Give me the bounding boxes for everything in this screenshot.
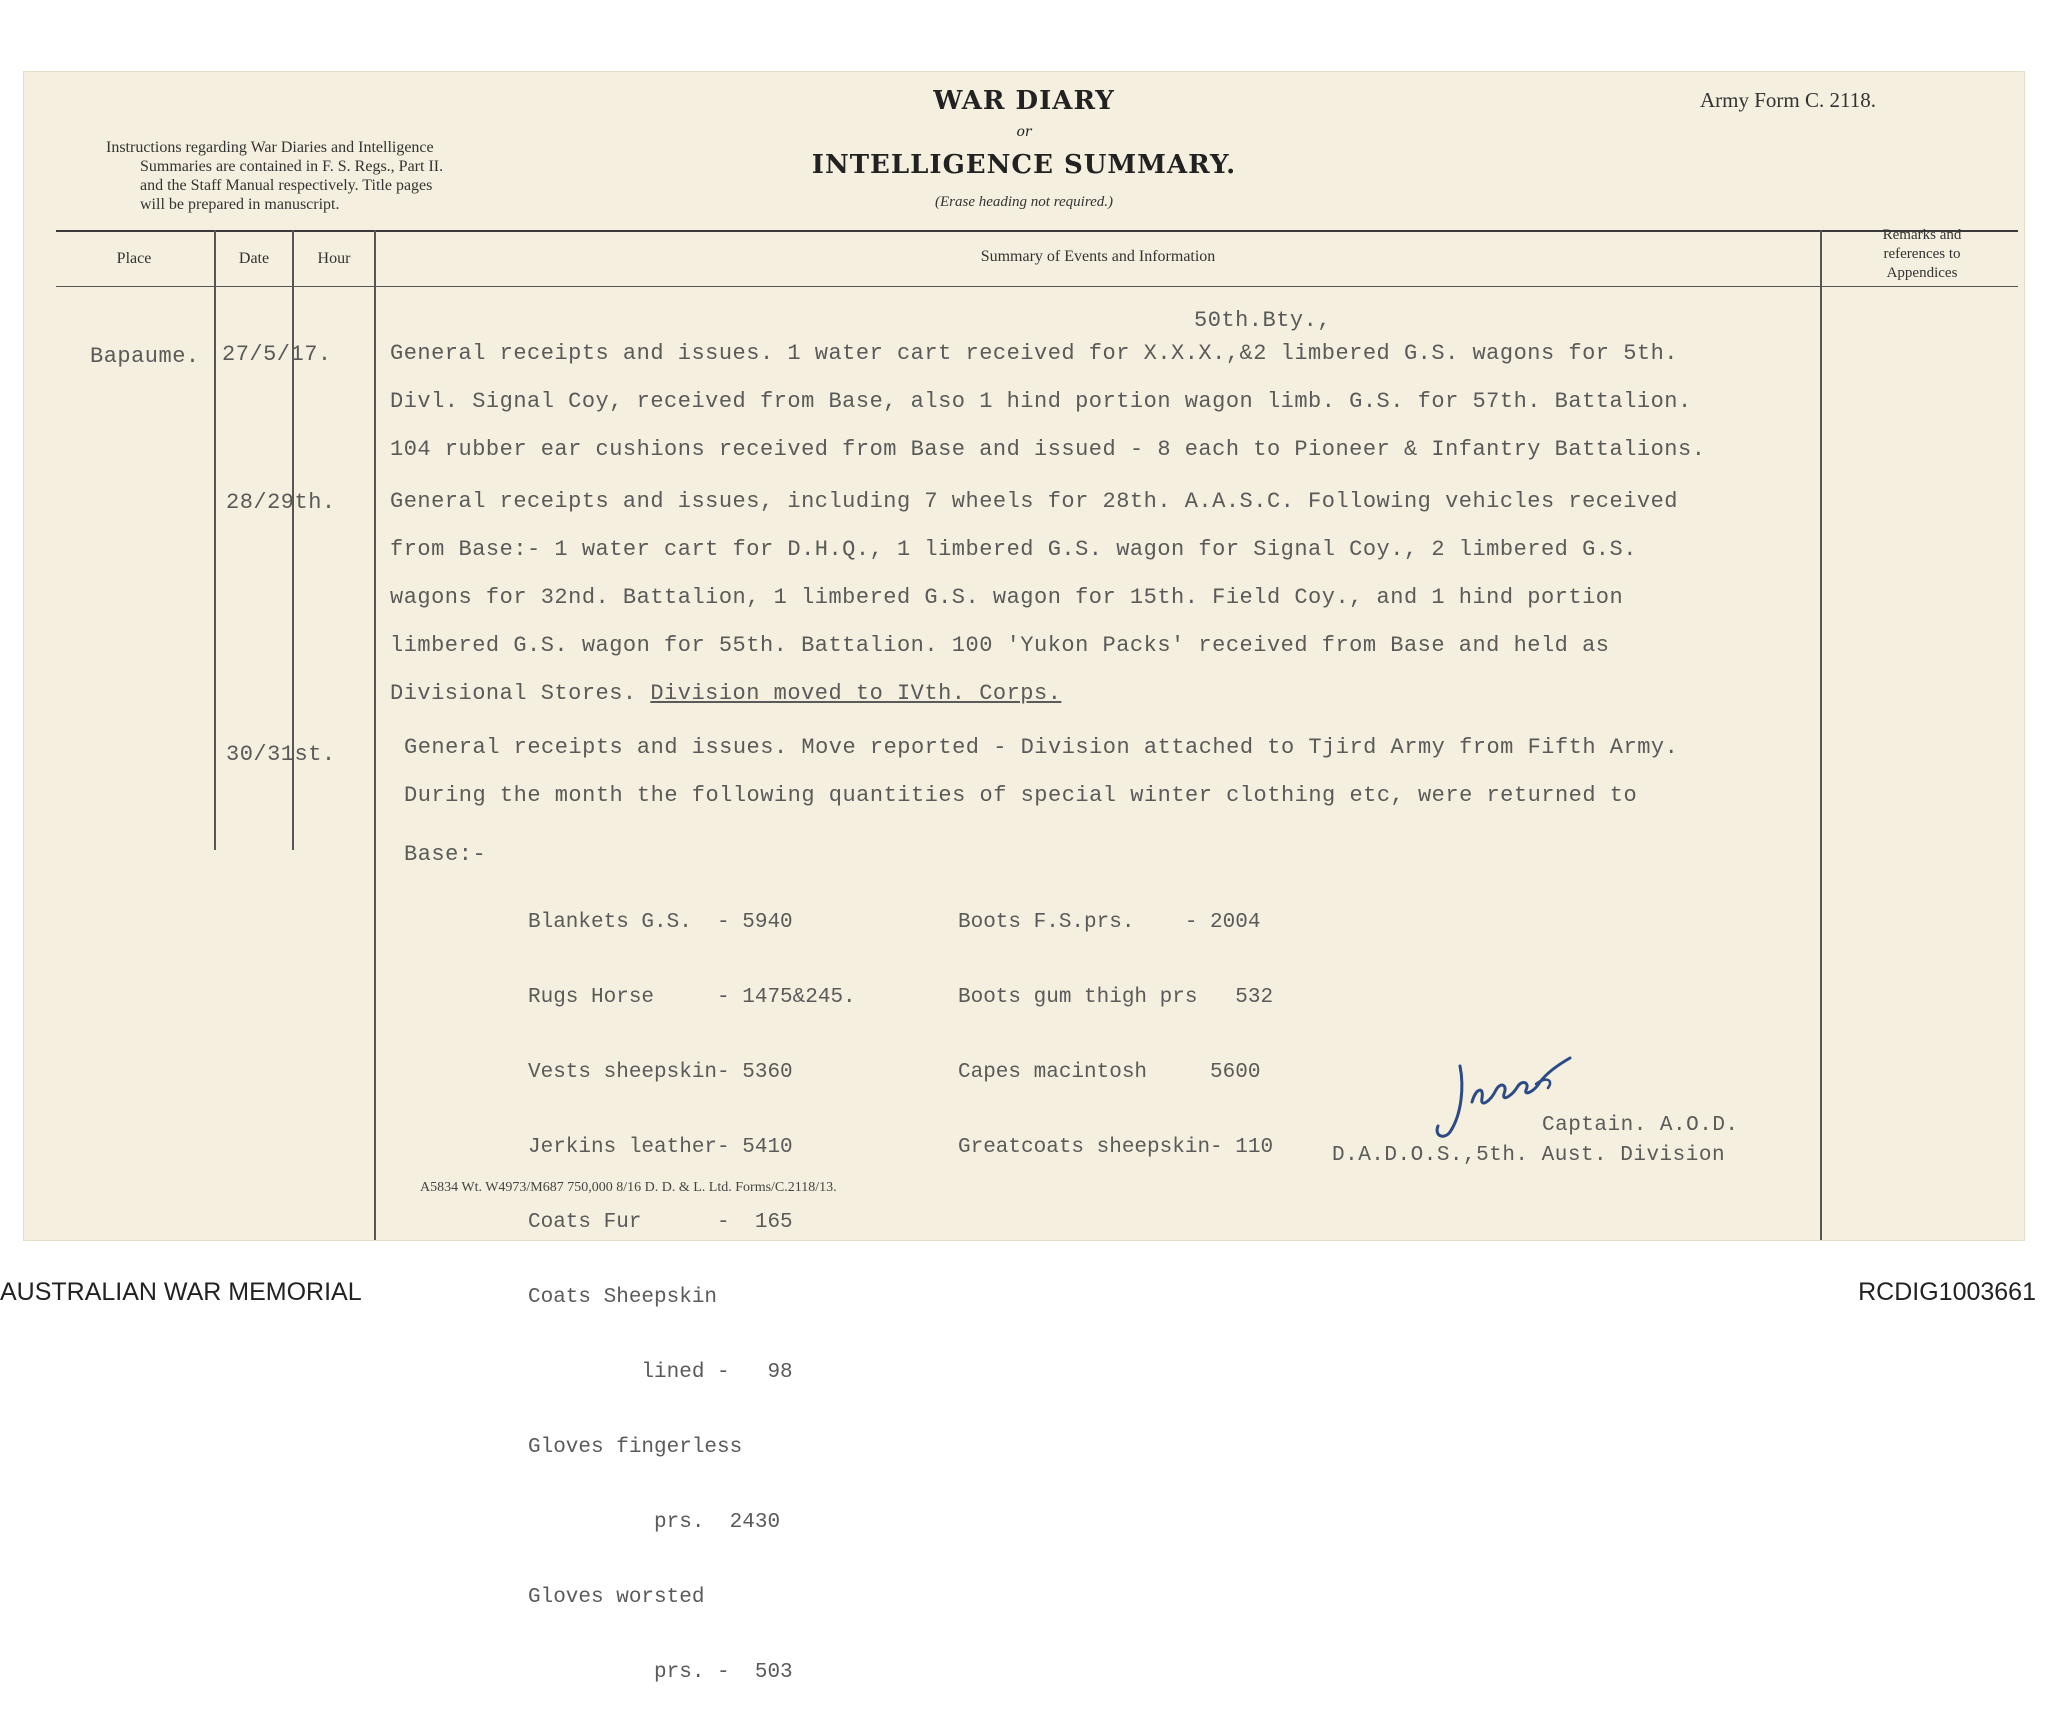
printer-imprint: A5834 Wt. W4973/M687 750,000 8/16 D. D. & L. Ltd. Forms/C.2118/13.: [420, 1180, 837, 1195]
returned-items-left: [528, 860, 856, 1735]
header-rule: [56, 286, 2018, 287]
col-summary: Summary of Events and Information: [980, 248, 1216, 265]
returned-items-right: [958, 860, 1273, 1210]
list-item: Capes macintosh 5600: [958, 1061, 1261, 1084]
col-hour: Hour: [317, 250, 351, 267]
signature-rank: Captain. A.O.D.: [1542, 1114, 1739, 1137]
date-28-29: 28/29th.: [226, 490, 336, 515]
list-item: Gloves worsted: [528, 1586, 705, 1609]
table-top-rule: [56, 230, 2018, 232]
entry-30-31: General receipts and issues. Move reported - Division attached to Tjird Army from Fifth Army. During the month the following quantities of special winter clothing etc, were returned to: [404, 735, 1679, 808]
list-item: Gloves fingerless: [528, 1436, 743, 1459]
col-remarks: Remarks and references to Appendices: [1882, 227, 1962, 281]
list-item: prs. - 503: [528, 1661, 793, 1684]
instructions-text: Instructions regarding War Diaries and Intelligence Summaries are contained in F. S. Regs., Part II. and the Staff Manual respectively. Title pages will be prepared in manuscript.: [106, 139, 444, 213]
archive-name: AUSTRALIAN WAR MEMORIAL: [0, 1278, 362, 1306]
divider-summary-remarks: [1820, 230, 1822, 1240]
erase-note: (Erase heading not required.): [934, 194, 1114, 210]
form-number: Army Form C. 2118.: [1700, 88, 1876, 112]
list-item: lined - 98: [528, 1361, 793, 1384]
entry-27-5: General receipts and issues. 1 water cart received for X.X.X.,&2 limbered G.S. wagons for 5th. Divl. Signal Coy, received from Base, also 1 hind portion wagon limb. G.S. for 57th. Battalion. 104 rubber ear cushions received from Base and issued - 8 each to Pioneer & Infantry Battalions.: [390, 341, 1706, 462]
signature-title: D.A.D.O.S.,5th. Aust. Division: [1332, 1144, 1726, 1167]
archive-id: RCDIG1003661: [1858, 1278, 2036, 1306]
list-item: Rugs Horse - 1475&245.: [528, 986, 856, 1009]
list-item: prs. 2430: [528, 1511, 781, 1534]
date-27-5-17: 27/5/17.: [222, 342, 332, 367]
list-item: Coats Sheepskin: [528, 1286, 718, 1309]
division-moved-underlined: Division moved to IVth. Corps.: [650, 681, 1062, 706]
base-label: Base:-: [404, 842, 487, 867]
title-or: or: [1016, 124, 1032, 140]
col-place: Place: [116, 250, 152, 267]
list-item: Coats Fur - 165: [528, 1211, 793, 1234]
col-date: Date: [238, 250, 270, 267]
title-war-diary: WAR DIARY: [933, 86, 1115, 116]
place-bapaume: Bapaume.: [90, 344, 200, 369]
title-intelligence-summary: INTELLIGENCE SUMMARY.: [811, 150, 1237, 180]
divider-hour-summary: [374, 230, 376, 1240]
date-30-31: 30/31st.: [226, 742, 336, 767]
list-item: Jerkins leather- 5410: [528, 1136, 793, 1159]
list-item: Boots F.S.prs. - 2004: [958, 911, 1261, 934]
list-item: Boots gum thigh prs 532: [958, 986, 1274, 1009]
list-item: Blankets G.S. - 5940: [528, 911, 793, 934]
list-item: Greatcoats sheepskin- 110: [958, 1136, 1274, 1159]
insertion-50th-bty: 50th.Bty.,: [1194, 308, 1332, 333]
entry-28-29: General receipts and issues, including 7 wheels for 28th. A.A.S.C. Following vehicles received from Base:- 1 water cart for D.H.Q., 1 limbered G.S. wagon for Signal Coy., 2 limbered G.S. wagons for 32nd. Battalion, 1 limbered G.S. wagon for 15th. Field Coy., and 1 hind portion limbered G.S. wagon for 55th. Battalion. 100 'Yukon Packs' received from Base and held as Divisional Stores. Division moved to IVth. Corps.: [390, 489, 1679, 706]
list-item: Vests sheepskin- 5360: [528, 1061, 793, 1084]
divider-place-date: [214, 230, 216, 850]
